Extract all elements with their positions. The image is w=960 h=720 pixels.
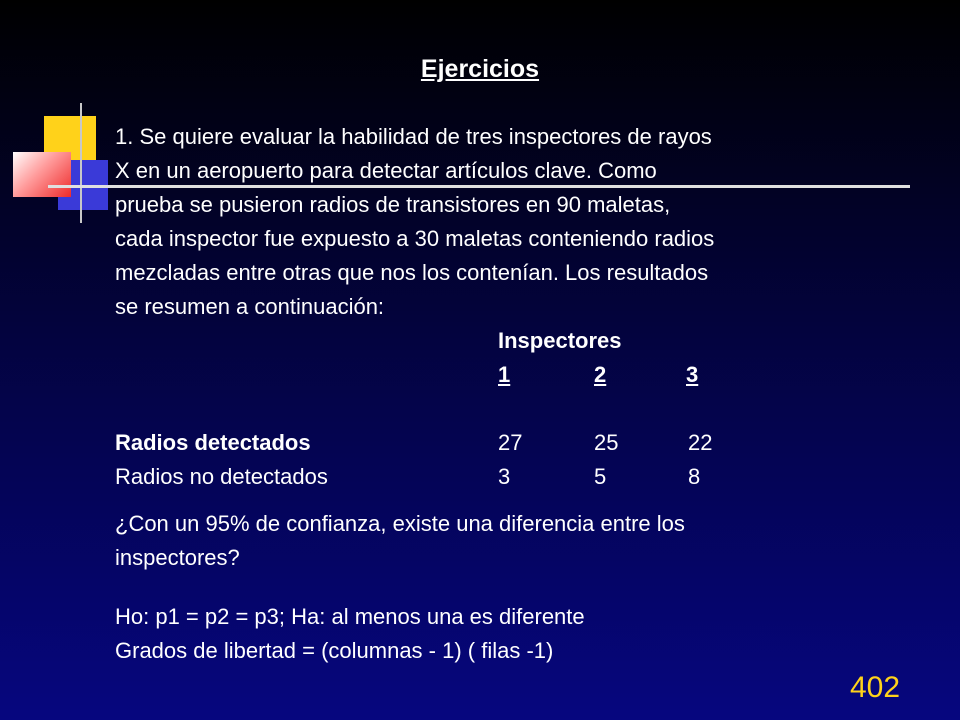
table-cell: 8 <box>688 464 701 489</box>
paragraph-line: prueba se pusieron radios de transistores en 90 maletas, <box>115 192 671 217</box>
table-row-label: Radios detectados <box>115 430 311 455</box>
table-group-header: Inspectores <box>498 328 622 353</box>
hypothesis-text: Ho: p1 = p2 = p3; Ha: al menos una es diferente <box>115 604 585 629</box>
decorative-red-square <box>13 152 71 197</box>
paragraph-line: mezcladas entre otras que nos los contenían. Los resultados <box>115 260 709 285</box>
question-text <box>115 507 685 575</box>
paragraph-line: X en un aeropuerto para detectar artículos clave. Como <box>115 158 657 183</box>
table-cell: 3 <box>498 464 511 489</box>
table-cell: 22 <box>688 430 713 455</box>
table-row-label: Radios no detectados <box>115 464 328 489</box>
question-line: inspectores? <box>115 545 240 570</box>
page-number: 402 <box>850 671 901 704</box>
degrees-of-freedom-text: Grados de libertad = (columnas - 1) ( filas -1) <box>115 638 554 663</box>
table-column-header-1: 1 <box>498 362 511 387</box>
problem-paragraph <box>115 120 714 324</box>
table-cell: 25 <box>594 430 619 455</box>
paragraph-line: 1. Se quiere evaluar la habilidad de tres inspectores de rayos <box>115 124 712 149</box>
paragraph-line: cada inspector fue expuesto a 30 maletas conteniendo radios <box>115 226 715 251</box>
question-line: ¿Con un 95% de confianza, existe una diferencia entre los <box>115 511 685 536</box>
decorative-vertical-line <box>80 103 82 223</box>
table-cell: 27 <box>498 430 523 455</box>
table-column-header-2: 2 <box>594 362 607 387</box>
table-column-header-3: 3 <box>686 362 699 387</box>
paragraph-line: se resumen a continuación: <box>115 294 385 319</box>
slide-title: Ejercicios <box>420 55 540 83</box>
table-cell: 5 <box>594 464 607 489</box>
